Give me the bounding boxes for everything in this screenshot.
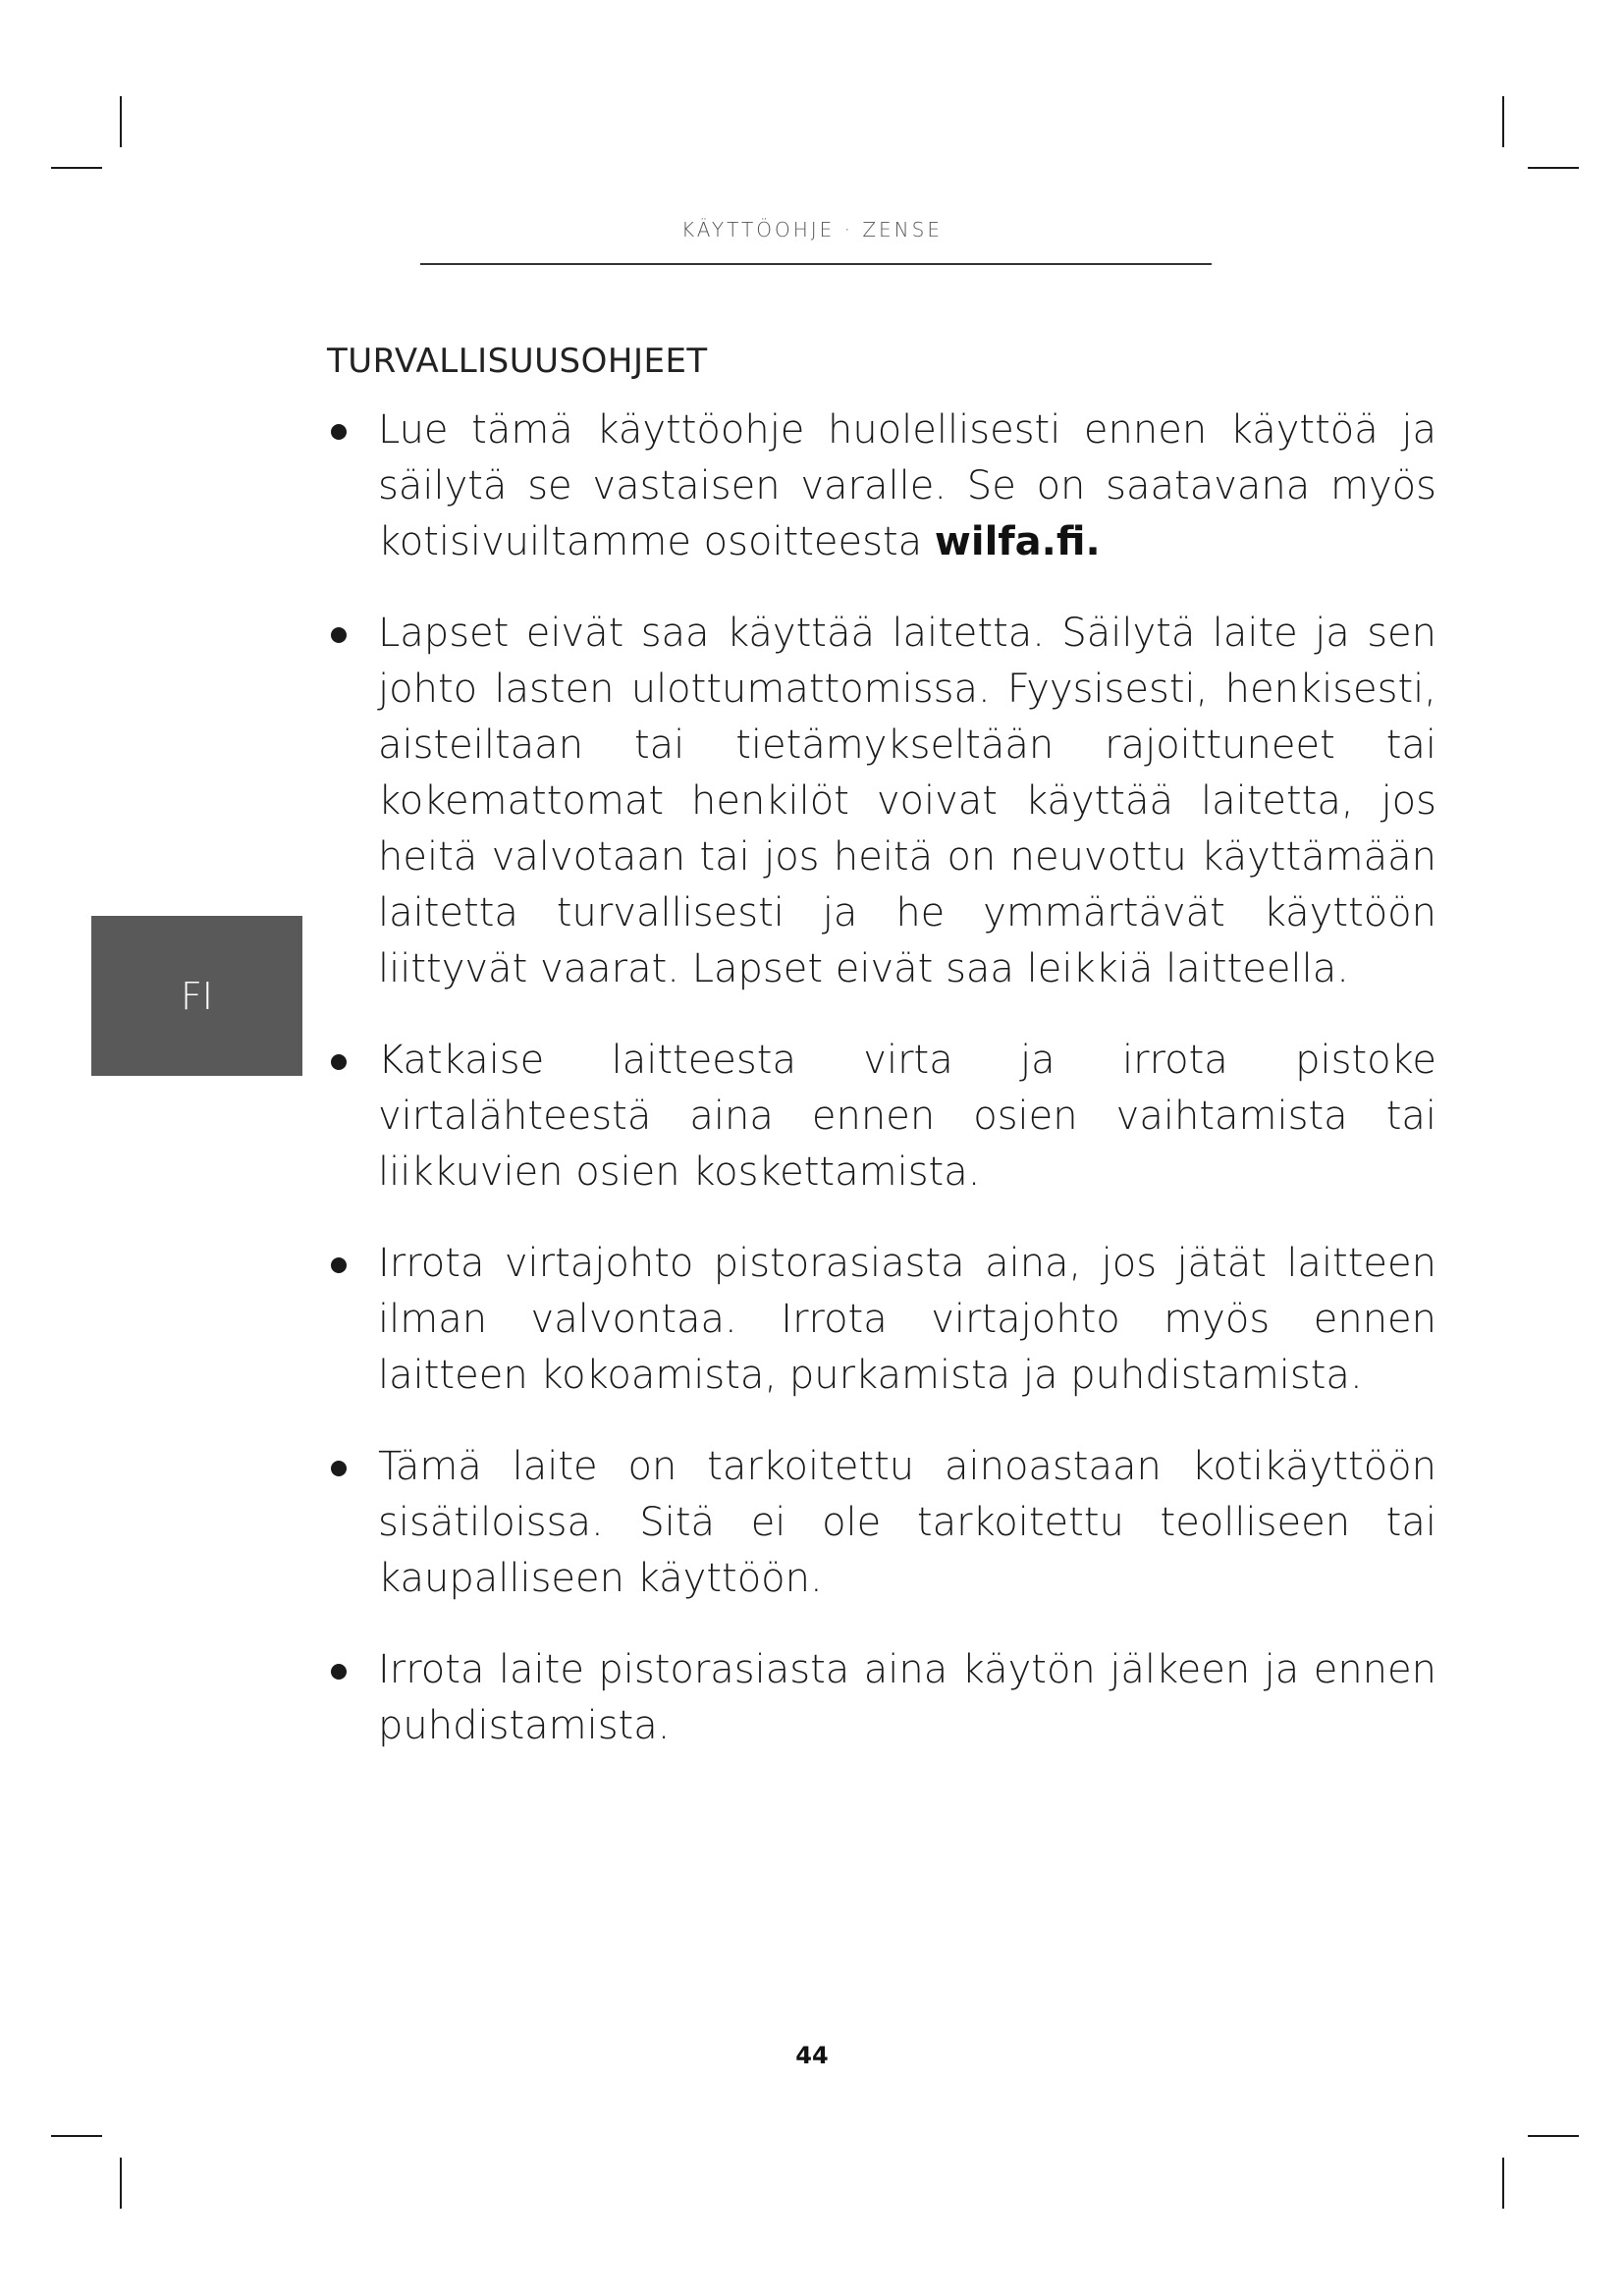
list-item	[327, 1642, 1436, 1754]
header-rule	[420, 263, 1212, 265]
crop-mark-top-left-vertical	[120, 96, 122, 147]
crop-mark-top-left-horizontal	[51, 167, 102, 169]
bullet-icon	[331, 1257, 347, 1273]
list-item	[327, 1236, 1436, 1404]
language-tab	[91, 916, 302, 1076]
running-header: KÄYTTÖOHJE · ZENSE	[681, 218, 943, 241]
crop-mark-bottom-left-vertical	[120, 2158, 122, 2209]
list-item-text: Katkaise laitteesta virta ja irrota pistoke virtalähteestä aina ennen osien vaihtamista tai liikkuvien osien koskettamista.	[378, 1038, 1436, 1195]
bullet-icon	[331, 1054, 347, 1070]
list-item-text: Lue tämä käyttöohje huolellisesti ennen käyttöä ja säilytä se vastaisen varalle. Se on saatavana myös kotisivuiltamme osoitteesta	[378, 407, 1436, 564]
crop-mark-bottom-right-horizontal	[1528, 2135, 1579, 2137]
list-item	[327, 606, 1436, 997]
crop-mark-top-right-vertical	[1502, 96, 1504, 147]
list-item	[327, 1439, 1436, 1607]
bullet-icon	[331, 424, 347, 440]
bullet-icon	[331, 1461, 347, 1476]
list-item-text: Tämä laite on tarkoitettu ainoastaan kotikäyttöön sisätiloissa. Sitä ei ole tarkoitettu teolliseen tai kaupalliseen käyttöön.	[378, 1444, 1436, 1601]
website-link: wilfa.fi.	[934, 519, 1101, 564]
list-item-text: Irrota laite pistorasiasta aina käytön jälkeen ja ennen puhdistamista.	[378, 1647, 1436, 1748]
language-tab-label: FI	[180, 974, 214, 1018]
crop-mark-top-right-horizontal	[1528, 167, 1579, 169]
bullet-icon	[331, 1664, 347, 1680]
list-item	[327, 402, 1436, 570]
list-item-text: Irrota virtajohto pistorasiasta aina, jos jätät laitteen ilman valvontaa. Irrota virtajohto myös ennen laitteen kokoamista, purkamista ja puhdistamista.	[378, 1241, 1436, 1398]
section-title: TURVALLISUUSOHJEET	[327, 342, 708, 381]
page-number: 44	[795, 2042, 829, 2069]
crop-mark-bottom-left-horizontal	[51, 2135, 102, 2137]
list-item-text: Lapset eivät saa käyttää laitetta. Säilytä laite ja sen johto lasten ulottumattomissa. Fyysisesti, henkisesti, aisteiltaan tai tietämykseltään rajoittuneet tai kokemattomat henkilöt voivat käyttää laitetta, jos heitä valvotaan tai jos heitä on neuvottu käyttämään laitetta turvallisesti ja he ymmärtävät käyttöön liittyvät vaarat. Lapset eivät saa leikkiä laitteella.	[378, 611, 1436, 991]
list-item	[327, 1033, 1436, 1201]
safety-instructions-list	[327, 402, 1436, 1789]
bullet-icon	[331, 627, 347, 643]
crop-mark-bottom-right-vertical	[1502, 2158, 1504, 2209]
